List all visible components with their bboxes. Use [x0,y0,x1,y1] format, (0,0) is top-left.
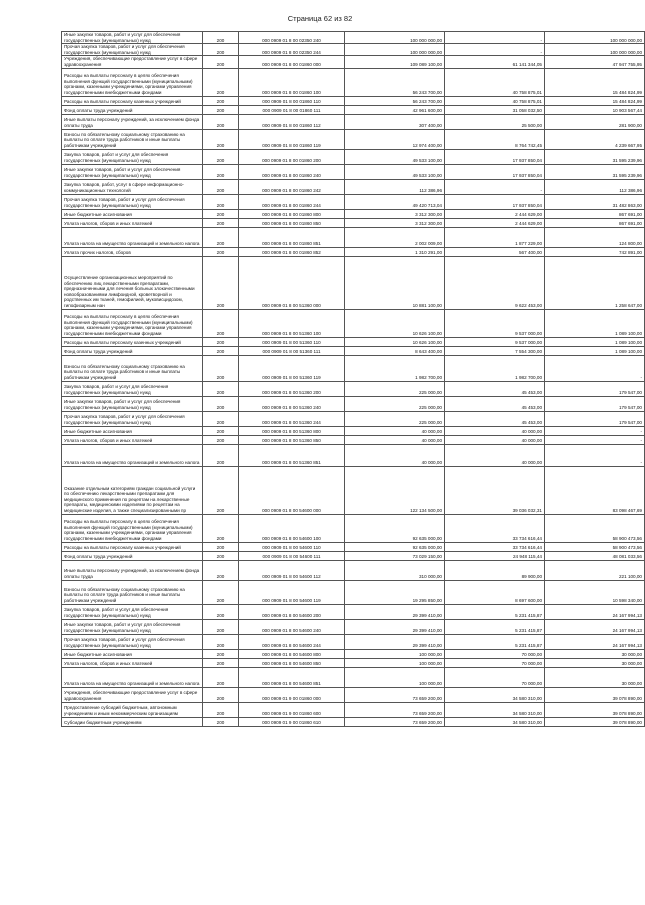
row-approved-cell: 92 635 000,00 [345,542,445,551]
table-body [62,32,645,727]
row-kbk-cell: 000 0909 01 8 00 51360 000 [239,256,345,309]
budget-execution-table [61,31,645,727]
row-code-cell: 200 [203,32,239,44]
row-approved-cell: 40 000,00 [345,426,445,435]
row-name-cell: Уплата налогов, сборов и иных платежей [62,435,203,444]
row-name-cell: Уплата налога на имущество организаций и земельного налога [62,444,203,466]
row-code-cell: 200 [203,346,239,355]
row-kbk-cell: 000 0909 01 8 00 01860 200 [239,149,345,164]
table-row [62,667,645,687]
row-executed-cell: 9 537 000,00 [445,337,545,346]
row-code-cell: 200 [203,96,239,105]
row-approved-cell: 225 000,00 [345,411,445,426]
row-approved-cell: 49 533 100,00 [345,149,445,164]
row-executed-cell: 39 036 032,31 [445,466,545,514]
row-kbk-cell: 000 0909 01 8 00 54600 111 [239,551,345,560]
table-row [62,247,645,256]
row-code-cell: 200 [203,309,239,337]
row-code-cell: 200 [203,179,239,194]
row-executed-cell: 70 000,00 [445,667,545,687]
row-approved-cell: 56 243 700,00 [345,96,445,105]
row-approved-cell: 3 312 300,00 [345,218,445,227]
row-code-cell: 200 [203,194,239,209]
row-unexecuted-cell: 47 947 755,95 [545,56,645,68]
row-name-cell: Иные бюджетные ассигнования [62,426,203,435]
table-row [62,717,645,726]
row-unexecuted-cell: 179 547,00 [545,381,645,396]
row-approved-cell: 100 000 000,00 [345,32,445,44]
row-code-cell: 200 [203,580,239,604]
row-executed-cell: 24 948 115,44 [445,551,545,560]
row-executed-cell: 34 580 310,00 [445,717,545,726]
row-unexecuted-cell: - [545,444,645,466]
table-row [62,114,645,129]
row-approved-cell: 225 000,00 [345,396,445,411]
row-approved-cell: 73 029 150,00 [345,551,445,560]
row-approved-cell: 10 626 100,00 [345,337,445,346]
row-kbk-cell: 000 0909 01 8 00 54600 851 [239,667,345,687]
row-kbk-cell: 000 0909 01 8 00 51360 119 [239,355,345,381]
row-executed-cell: 40 758 875,01 [445,68,545,96]
row-unexecuted-cell: 179 547,00 [545,411,645,426]
row-unexecuted-cell: - [545,435,645,444]
row-code-cell: 200 [203,149,239,164]
table-row [62,444,645,466]
row-executed-cell: 17 937 850,04 [445,164,545,179]
row-unexecuted-cell: 281 900,00 [545,114,645,129]
row-unexecuted-cell: - [545,355,645,381]
row-unexecuted-cell: 39 078 890,00 [545,687,645,702]
table-row [62,560,645,580]
row-name-cell: Иные бюджетные ассигнования [62,209,203,218]
table-row [62,68,645,96]
row-executed-cell: 5 231 415,87 [445,634,545,649]
table-row [62,218,645,227]
row-approved-cell: 1 982 700,00 [345,355,445,381]
row-unexecuted-cell: 867 691,00 [545,209,645,218]
row-unexecuted-cell: 100 000 000,00 [545,32,645,44]
row-executed-cell: 45 453,00 [445,411,545,426]
table-row [62,466,645,514]
row-kbk-cell: 000 0909 01 8 00 01860 800 [239,209,345,218]
table-row [62,658,645,667]
row-kbk-cell: 000 0909 01 8 00 01860 110 [239,96,345,105]
row-kbk-cell: 000 0909 01 8 00 01860 100 [239,68,345,96]
row-code-cell: 200 [203,619,239,634]
table-row [62,179,645,194]
row-code-cell: 200 [203,209,239,218]
row-unexecuted-cell: 30 000,00 [545,658,645,667]
row-executed-cell: - [445,32,545,44]
page-header: Страница 62 из 82 [287,14,353,23]
row-approved-cell: 49 533 100,00 [345,164,445,179]
row-approved-cell: 10 626 100,00 [345,309,445,337]
row-code-cell: 200 [203,381,239,396]
row-approved-cell: 12 974 400,00 [345,129,445,149]
row-executed-cell: 33 734 616,44 [445,514,545,542]
table-row [62,209,645,218]
table-row [62,355,645,381]
row-executed-cell: 40 758 875,01 [445,96,545,105]
row-kbk-cell: 000 0909 01 8 00 01860 242 [239,179,345,194]
row-approved-cell: 100 000,00 [345,658,445,667]
table-row [62,542,645,551]
table-row [62,256,645,309]
row-name-cell: Закупка товаров, работ и услуг для обеспечения государственных (муниципальных) нужд [62,604,203,619]
table-row [62,381,645,396]
row-unexecuted-cell: 867 691,00 [545,218,645,227]
row-approved-cell: 225 000,00 [345,381,445,396]
row-code-cell: 200 [203,514,239,542]
row-unexecuted-cell: 100 000 000,00 [545,44,645,56]
row-kbk-cell: 000 0909 01 8 00 51360 850 [239,435,345,444]
row-kbk-cell: 000 0909 01 8 00 54600 110 [239,542,345,551]
row-code-cell: 200 [203,396,239,411]
row-code-cell: 200 [203,411,239,426]
row-code-cell: 200 [203,658,239,667]
row-executed-cell: 33 734 616,44 [445,542,545,551]
row-name-cell: Расходы на выплаты персоналу в целях обеспечения выполнения функций государственными (муниципальными) органами, казенными учреждениями, органами управления государственными внебюджетными фондами [62,68,203,96]
table-row [62,337,645,346]
row-kbk-cell: 000 0909 01 8 00 51360 110 [239,337,345,346]
row-name-cell: Прочая закупка товаров, работ и услуг для обеспечения государственных (муниципальных) нужд [62,44,203,56]
row-code-cell: 200 [203,68,239,96]
row-code-cell: 200 [203,551,239,560]
row-code-cell: 200 [203,444,239,466]
table-row [62,619,645,634]
row-unexecuted-cell: 58 900 473,56 [545,514,645,542]
row-unexecuted-cell: 83 098 467,69 [545,466,645,514]
row-kbk-cell: 000 0909 01 8 00 01860 112 [239,114,345,129]
row-approved-cell: 100 000 000,00 [345,44,445,56]
row-code-cell: 200 [203,604,239,619]
row-code-cell: 200 [203,105,239,114]
table-row [62,426,645,435]
table-row [62,105,645,114]
row-kbk-cell: 000 0909 01 8 00 51360 100 [239,309,345,337]
row-approved-cell: 73 659 200,00 [345,717,445,726]
row-code-cell: 200 [203,355,239,381]
row-approved-cell: 112 386,96 [345,179,445,194]
row-code-cell: 200 [203,56,239,68]
row-unexecuted-cell: 15 484 824,99 [545,68,645,96]
row-kbk-cell: 000 0909 01 8 00 01860 850 [239,218,345,227]
table-row [62,164,645,179]
row-code-cell: 200 [203,256,239,309]
row-code-cell: 200 [203,227,239,247]
row-unexecuted-cell: 30 000,00 [545,667,645,687]
row-name-cell: Взносы по обязательному социальному страхованию на выплаты по оплате труда работников и иные выплаты работникам учреждений [62,355,203,381]
row-unexecuted-cell: 1 089 100,00 [545,309,645,337]
row-code-cell: 200 [203,542,239,551]
row-executed-cell: 34 580 310,00 [445,702,545,717]
row-unexecuted-cell: 1 258 647,00 [545,256,645,309]
row-kbk-cell: 000 0909 01 8 00 51360 851 [239,444,345,466]
row-name-cell: Закупка товаров, работ и услуг для обеспечения государственных (муниципальных) нужд [62,381,203,396]
table-row [62,687,645,702]
row-name-cell: Взносы по обязательному социальному страхованию на выплаты по оплате труда работников и иные выплаты работникам учреждений [62,580,203,604]
row-name-cell: Иные выплаты персоналу учреждений, за исключением фонда оплаты труда [62,560,203,580]
row-name-cell: Фонд оплаты труда учреждений [62,105,203,114]
row-name-cell: Расходы на выплаты персоналу казенных учреждений [62,337,203,346]
row-code-cell: 200 [203,426,239,435]
table-row [62,634,645,649]
row-unexecuted-cell: 179 547,00 [545,396,645,411]
row-name-cell: Учреждения, обеспечивающие предоставление услуг в сфере здравоохранения [62,56,203,68]
table-row [62,96,645,105]
row-approved-cell: 29 399 410,00 [345,634,445,649]
row-executed-cell: - [445,44,545,56]
row-unexecuted-cell: 4 239 667,95 [545,129,645,149]
row-approved-cell: 3 312 300,00 [345,209,445,218]
row-code-cell: 200 [203,560,239,580]
row-approved-cell: 29 399 410,00 [345,619,445,634]
table-row [62,56,645,68]
table-row [62,346,645,355]
row-kbk-cell: 000 0909 01 8 00 01860 111 [239,105,345,114]
row-name-cell: Фонд оплаты труда учреждений [62,346,203,355]
row-executed-cell: 17 937 850,04 [445,149,545,164]
row-executed-cell: 70 000,00 [445,649,545,658]
row-executed-cell: 25 500,00 [445,114,545,129]
row-approved-cell: 109 089 100,00 [345,56,445,68]
row-code-cell: 200 [203,687,239,702]
row-kbk-cell: 000 0909 01 8 00 54600 000 [239,466,345,514]
row-name-cell: Уплата прочих налогов, сборов [62,247,203,256]
table-row [62,580,645,604]
row-approved-cell: 100 000,00 [345,649,445,658]
row-code-cell: 200 [203,702,239,717]
row-approved-cell: 307 400,00 [345,114,445,129]
row-name-cell: Иные бюджетные ассигнования [62,649,203,658]
row-kbk-cell: 000 0909 01 8 00 01860 240 [239,164,345,179]
row-unexecuted-cell: - [545,426,645,435]
row-name-cell: Уплата налогов, сборов и иных платежей [62,218,203,227]
row-unexecuted-cell: 1 089 100,00 [545,346,645,355]
row-name-cell: Иные выплаты персоналу учреждений, за исключением фонда оплаты труда [62,114,203,129]
row-name-cell: Уплата налога на имущество организаций и земельного налога [62,667,203,687]
row-executed-cell: 17 937 850,04 [445,194,545,209]
table-row [62,194,645,209]
row-name-cell: Закупка товаров, работ, услуг в сфере информационно-коммуникационных технологий [62,179,203,194]
row-unexecuted-cell: 10 903 567,44 [545,105,645,114]
row-approved-cell: 310 000,00 [345,560,445,580]
row-executed-cell: 1 877 229,00 [445,227,545,247]
row-kbk-cell: 000 0909 01 8 00 01860 119 [239,129,345,149]
row-unexecuted-cell: 48 081 033,56 [545,551,645,560]
row-kbk-cell: 000 0909 01 8 00 54600 112 [239,560,345,580]
row-approved-cell: 40 000,00 [345,444,445,466]
row-kbk-cell: 000 0909 01 9 00 01860 600 [239,702,345,717]
table-row [62,309,645,337]
row-executed-cell: - [445,179,545,194]
table-row [62,411,645,426]
row-kbk-cell: 000 0909 01 8 00 54600 244 [239,634,345,649]
row-name-cell: Иные закупки товаров, работ и услуг для обеспечения государственных (муниципальных) нужд [62,396,203,411]
row-unexecuted-cell: 31 595 239,96 [545,164,645,179]
row-kbk-cell: 000 0909 01 8 00 51360 800 [239,426,345,435]
row-name-cell: Иные закупки товаров, работ и услуг для обеспечения государственных (муниципальных) нужд [62,164,203,179]
row-name-cell: Расходы на выплаты персоналу в целях обеспечения выполнения функций государственными (муниципальными) органами, казенными учреждениями, органами управления государственными внебюджетными фондами [62,514,203,542]
table-row [62,227,645,247]
row-code-cell: 200 [203,164,239,179]
row-kbk-cell: 000 0909 01 8 00 51360 240 [239,396,345,411]
row-executed-cell: 34 580 310,00 [445,687,545,702]
table-row [62,649,645,658]
row-executed-cell: 5 231 415,87 [445,604,545,619]
row-approved-cell: 49 420 713,04 [345,194,445,209]
row-approved-cell: 2 002 009,00 [345,227,445,247]
row-unexecuted-cell: 39 078 890,00 [545,717,645,726]
row-executed-cell: 40 000,00 [445,435,545,444]
row-approved-cell: 10 881 100,00 [345,256,445,309]
row-approved-cell: 100 000,00 [345,667,445,687]
row-approved-cell: 56 243 700,00 [345,68,445,96]
row-unexecuted-cell: 1 089 100,00 [545,337,645,346]
row-unexecuted-cell: 24 167 994,13 [545,619,645,634]
row-unexecuted-cell: 24 167 994,13 [545,634,645,649]
table-row [62,129,645,149]
row-name-cell: Прочая закупка товаров, работ и услуг для обеспечения государственных (муниципальных) нужд [62,634,203,649]
row-kbk-cell: 000 0909 01 8 00 54600 200 [239,604,345,619]
row-kbk-cell: 000 0909 01 8 00 02350 240 [239,32,345,44]
row-unexecuted-cell: 24 167 994,13 [545,604,645,619]
row-name-cell: Оказание отдельным категориям граждан социальной услуги по обеспечению лекарственными препаратами для медицинского применения по рецептам на лекарственные препараты, медицинскими изделиями по рецептам на медицинские изделия, а также специализированными пр [62,466,203,514]
row-executed-cell: 45 453,00 [445,381,545,396]
row-executed-cell: 9 537 000,00 [445,309,545,337]
row-executed-cell: 7 554 300,00 [445,346,545,355]
table-row [62,514,645,542]
row-unexecuted-cell: 39 078 890,00 [545,702,645,717]
row-name-cell: Иные закупки товаров, работ и услуг для обеспечения государственных (муниципальных) нужд [62,32,203,44]
row-executed-cell: 40 000,00 [445,426,545,435]
row-name-cell: Взносы по обязательному социальному страхованию на выплаты по оплате труда работников и иные выплаты работникам учреждений [62,129,203,149]
row-name-cell: Уплата налогов, сборов и иных платежей [62,658,203,667]
row-unexecuted-cell: 221 100,00 [545,560,645,580]
row-unexecuted-cell: 112 386,96 [545,179,645,194]
row-kbk-cell: 000 0909 01 8 00 01860 851 [239,227,345,247]
row-name-cell: Иные закупки товаров, работ и услуг для обеспечения государственных (муниципальных) нужд [62,619,203,634]
row-name-cell: Субсидии бюджетным учреждениям [62,717,203,726]
row-name-cell: Закупка товаров, работ и услуг для обеспечения государственных (муниципальных) нужд [62,149,203,164]
row-kbk-cell: 000 0909 01 8 00 51360 111 [239,346,345,355]
row-executed-cell: 89 900,00 [445,560,545,580]
row-kbk-cell: 000 0909 01 8 00 54600 850 [239,658,345,667]
row-executed-cell: 45 453,00 [445,396,545,411]
row-approved-cell: 29 399 410,00 [345,604,445,619]
row-kbk-cell: 000 0909 01 8 00 02350 244 [239,44,345,56]
row-executed-cell: 9 622 453,00 [445,256,545,309]
row-code-cell: 200 [203,435,239,444]
row-code-cell: 200 [203,247,239,256]
row-executed-cell: 40 000,00 [445,444,545,466]
row-kbk-cell: 000 0909 01 8 00 01860 000 [239,56,345,68]
row-kbk-cell: 000 0909 01 8 00 51360 200 [239,381,345,396]
row-executed-cell: 8 697 600,00 [445,580,545,604]
row-name-cell: Расходы на выплаты персоналу казенных учреждений [62,542,203,551]
row-name-cell: Предоставление субсидий бюджетным, автономным учреждениям и иным некоммерческим организациям [62,702,203,717]
row-approved-cell: 122 134 500,00 [345,466,445,514]
row-kbk-cell: 000 0909 01 8 00 01860 244 [239,194,345,209]
row-unexecuted-cell: 58 900 473,56 [545,542,645,551]
row-executed-cell: 8 764 742,45 [445,129,545,149]
row-code-cell: 200 [203,44,239,56]
row-code-cell: 200 [203,634,239,649]
row-unexecuted-cell: 15 484 824,99 [545,96,645,105]
row-executed-cell: 31 058 032,50 [445,105,545,114]
row-code-cell: 200 [203,717,239,726]
row-approved-cell: 73 659 200,00 [345,702,445,717]
row-name-cell: Расходы на выплаты персоналу казенных учреждений [62,96,203,105]
row-code-cell: 200 [203,114,239,129]
row-approved-cell: 1 310 291,00 [345,247,445,256]
table-row [62,604,645,619]
table-row [62,44,645,56]
row-name-cell: Осуществление организационных мероприятий по обеспечению лиц лекарственными препаратами, предназначенными для лечения больных злокачественными новообразованиями лимфоидной, кроветворной и родственных им тканей, гемофилией, муковисцидозом, гипофизарным нан [62,256,203,309]
row-kbk-cell: 000 0909 01 9 00 01860 000 [239,687,345,702]
row-kbk-cell: 000 0909 01 8 00 01860 852 [239,247,345,256]
row-approved-cell: 40 000,00 [345,435,445,444]
row-unexecuted-cell: 742 891,00 [545,247,645,256]
table-row [62,551,645,560]
row-unexecuted-cell: 30 000,00 [545,649,645,658]
table-row [62,702,645,717]
row-approved-cell: 8 643 400,00 [345,346,445,355]
table-row [62,32,645,44]
row-approved-cell: 19 295 850,00 [345,580,445,604]
row-kbk-cell: 000 0909 01 8 00 54600 240 [239,619,345,634]
row-name-cell: Фонд оплаты труда учреждений [62,551,203,560]
row-executed-cell: 1 982 700,00 [445,355,545,381]
table-row [62,149,645,164]
row-name-cell: Прочая закупка товаров, работ и услуг для обеспечения государственных (муниципальных) нужд [62,411,203,426]
row-code-cell: 200 [203,218,239,227]
row-name-cell: Учреждения, обеспечивающие предоставление услуг в сфере здравоохранения [62,687,203,702]
row-name-cell: Уплата налога на имущество организаций и земельного налога [62,227,203,247]
row-approved-cell: 42 961 600,00 [345,105,445,114]
row-executed-cell: 5 231 415,87 [445,619,545,634]
table-row [62,396,645,411]
row-approved-cell: 92 635 000,00 [345,514,445,542]
row-executed-cell: 70 000,00 [445,658,545,667]
row-kbk-cell: 000 0909 01 8 00 54600 800 [239,649,345,658]
row-kbk-cell: 000 0909 01 9 00 01860 610 [239,717,345,726]
row-code-cell: 200 [203,129,239,149]
row-kbk-cell: 000 0909 01 8 00 54600 100 [239,514,345,542]
row-code-cell: 200 [203,466,239,514]
row-executed-cell: 61 141 344,05 [445,56,545,68]
row-code-cell: 200 [203,667,239,687]
row-unexecuted-cell: 31 595 239,96 [545,149,645,164]
row-executed-cell: 2 444 629,00 [445,209,545,218]
row-name-cell: Расходы на выплаты персоналу в целях обеспечения выполнения функций государственными (муниципальными) органами, казенными учреждениями, органами управления государственными внебюджетными фондами [62,309,203,337]
row-code-cell: 200 [203,649,239,658]
row-name-cell: Прочая закупка товаров, работ и услуг для обеспечения государственных (муниципальных) нужд [62,194,203,209]
row-unexecuted-cell: 124 800,00 [545,227,645,247]
row-executed-cell: 2 444 629,00 [445,218,545,227]
table-row [62,435,645,444]
row-executed-cell: 567 400,00 [445,247,545,256]
row-unexecuted-cell: 31 482 863,00 [545,194,645,209]
row-unexecuted-cell: 10 598 340,00 [545,580,645,604]
row-approved-cell: 73 659 200,00 [345,687,445,702]
row-kbk-cell: 000 0909 01 8 00 51360 244 [239,411,345,426]
row-code-cell: 200 [203,337,239,346]
row-kbk-cell: 000 0909 01 8 00 54600 119 [239,580,345,604]
